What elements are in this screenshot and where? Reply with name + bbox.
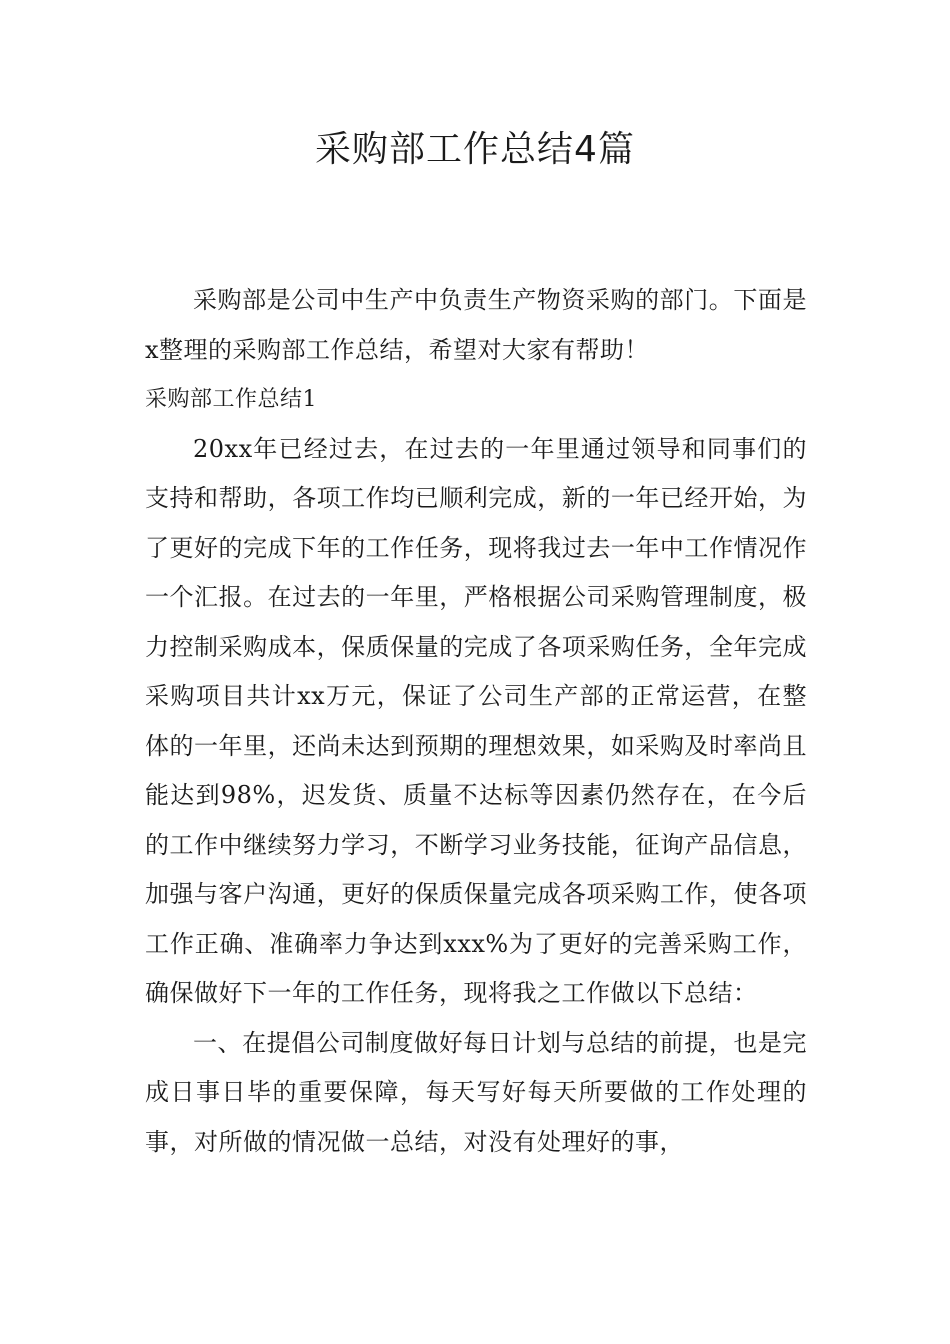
intro-paragraph: 采购部是公司中生产中负责生产物资采购的部门。下面是x整理的采购部工作总结，希望对大家有帮助！: [145, 286, 807, 364]
body-paragraph: 一、在提倡公司制度做好每日计划与总结的前提，也是完成日事日毕的重要保障，每天写好每天所要做的工作处理的事，对所做的情况做一总结，对没有处理好的事，: [145, 1028, 807, 1156]
document-body: [145, 276, 807, 1167]
section-heading: 采购部工作总结1: [145, 387, 317, 412]
body-paragraph: 20xx年已经过去，在过去的一年里通过领导和同事们的支持和帮助，各项工作均已顺利完成，新的一年已经开始，为了更好的完成下年的工作任务，现将我过去一年中工作情况作一个汇报。在过去的一年里，严格根据公司采购管理制度，极力控制采购成本，保质保量的完成了各项采购任务，全年完成采购项目共计xx万元，保证了公司生产部的正常运营，在整体的一年里，还尚未达到预期的理想效果，如采购及时率尚且能达到98%，迟发货、质量不达标等因素仍然存在，在今后的工作中继续努力学习，不断学习业务技能，征询产品信息，加强与客户沟通，更好的保质保量完成各项采购工作，使各项工作正确、准确率力争达到xxx%为了更好的完善采购工作，确保做好下一年的工作任务，现将我之工作做以下总结：: [145, 434, 807, 1007]
document-title: 采购部工作总结4篇: [315, 129, 635, 170]
